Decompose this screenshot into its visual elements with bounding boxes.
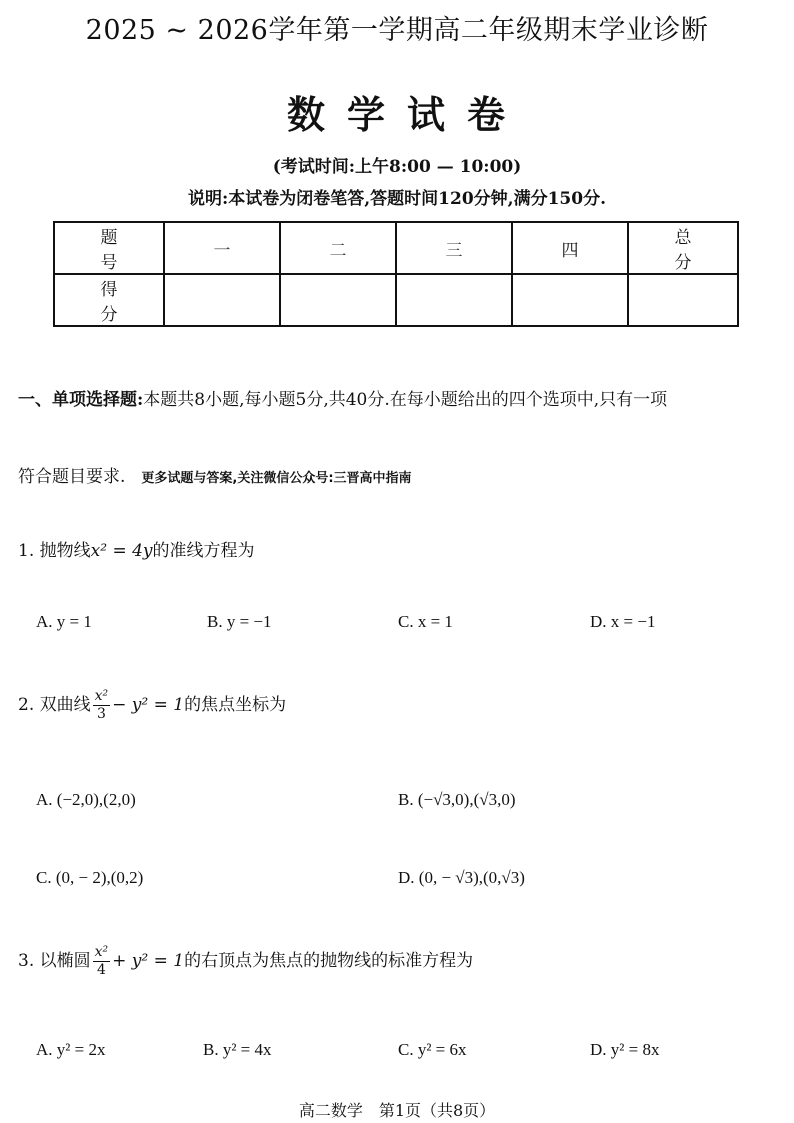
question-1-stem-pre: 抛物线 bbox=[39, 541, 91, 561]
question-2-stem-post: 的焦点坐标为 bbox=[184, 695, 287, 715]
question-1-stem bbox=[18, 536, 255, 561]
question-3-option-a[interactable]: A. y² = 2x bbox=[36, 1040, 106, 1059]
question-3-stem-pre: 以椭圆 bbox=[39, 951, 91, 971]
question-2-option-b[interactable]: B. (−√3,0),(√3,0) bbox=[398, 790, 516, 809]
header-cell-part-2: 二 bbox=[280, 222, 396, 274]
header-cell-part-4: 四 bbox=[512, 222, 628, 274]
exam-time: (考试时间:上午8:00 — 10:00) bbox=[272, 157, 522, 177]
score-row-label: 得 分 bbox=[54, 274, 164, 326]
question-2-fraction bbox=[93, 688, 111, 723]
question-2-option-a[interactable]: A. (−2,0),(2,0) bbox=[36, 790, 136, 809]
question-2-number: 2. bbox=[18, 695, 35, 715]
question-3-number: 3. bbox=[18, 951, 35, 971]
question-1-stem-post: 的准线方程为 bbox=[152, 541, 255, 561]
score-cell-total[interactable] bbox=[628, 274, 738, 326]
question-1-option-d[interactable]: D. x = −1 bbox=[590, 612, 656, 631]
exam-title: 2025 ~ 2026学年第一学期高二年级期末学业诊断 bbox=[85, 15, 709, 46]
question-1-option-a[interactable]: A. y = 1 bbox=[36, 612, 92, 631]
question-2-frac-den: 3 bbox=[96, 706, 106, 722]
subject-title: 数学试卷 bbox=[286, 92, 527, 137]
section1-text-line2: 符合题目要求. bbox=[18, 467, 126, 487]
question-1-stem-math: x² = 4y bbox=[90, 541, 153, 561]
question-2-frac-num: x² bbox=[94, 688, 109, 704]
question-3-fraction bbox=[93, 944, 111, 979]
question-2-stem-math: − y² = 1 bbox=[112, 695, 185, 715]
header-cell-question-number: 题 号 bbox=[54, 222, 164, 274]
section1-line2 bbox=[18, 462, 412, 487]
question-1-option-b[interactable]: B. y = −1 bbox=[207, 612, 272, 631]
question-3-option-d[interactable]: D. y² = 8x bbox=[590, 1040, 660, 1059]
header-cell-total: 总 分 bbox=[628, 222, 738, 274]
question-2-option-c[interactable]: C. (0, − 2),(0,2) bbox=[36, 868, 144, 887]
score-table-score-row bbox=[54, 274, 738, 326]
score-cell-part-2[interactable] bbox=[280, 274, 396, 326]
section1-line1 bbox=[18, 385, 667, 410]
question-2-stem-pre: 双曲线 bbox=[39, 695, 91, 715]
section1-title: 一、单项选择题: bbox=[18, 390, 144, 410]
question-3-frac-num: x² bbox=[94, 944, 109, 960]
score-cell-part-1[interactable] bbox=[164, 274, 280, 326]
score-table bbox=[53, 221, 739, 327]
question-3-stem-math: + y² = 1 bbox=[112, 951, 185, 971]
exam-note: 说明:本试卷为闭卷笔答,答题时间120分钟,满分150分. bbox=[187, 189, 606, 209]
question-2-option-d[interactable]: D. (0, − √3),(0,√3) bbox=[398, 868, 525, 887]
score-cell-part-3[interactable] bbox=[396, 274, 512, 326]
header-cell-part-1: 一 bbox=[164, 222, 280, 274]
question-2-stem bbox=[18, 688, 286, 723]
question-1-number: 1. bbox=[18, 541, 35, 561]
promo-note: 更多试题与答案,关注微信公众号:三晋高中指南 bbox=[141, 471, 412, 486]
header-cell-part-3: 三 bbox=[396, 222, 512, 274]
section1-text-line1: 本题共8小题,每小题5分,共40分.在每小题给出的四个选项中,只有一项 bbox=[143, 390, 668, 410]
question-3-stem bbox=[18, 944, 473, 979]
score-cell-part-4[interactable] bbox=[512, 274, 628, 326]
question-3-stem-post: 的右顶点为焦点的抛物线的标准方程为 bbox=[184, 951, 474, 971]
question-3-option-b[interactable]: B. y² = 4x bbox=[203, 1040, 272, 1059]
question-3-option-c[interactable]: C. y² = 6x bbox=[398, 1040, 467, 1059]
question-3-frac-den: 4 bbox=[96, 962, 106, 978]
page-footer: 高二数学 第1页（共8页） bbox=[298, 1101, 496, 1120]
question-1-option-c[interactable]: C. x = 1 bbox=[398, 612, 453, 631]
score-table-header-row bbox=[54, 222, 738, 274]
